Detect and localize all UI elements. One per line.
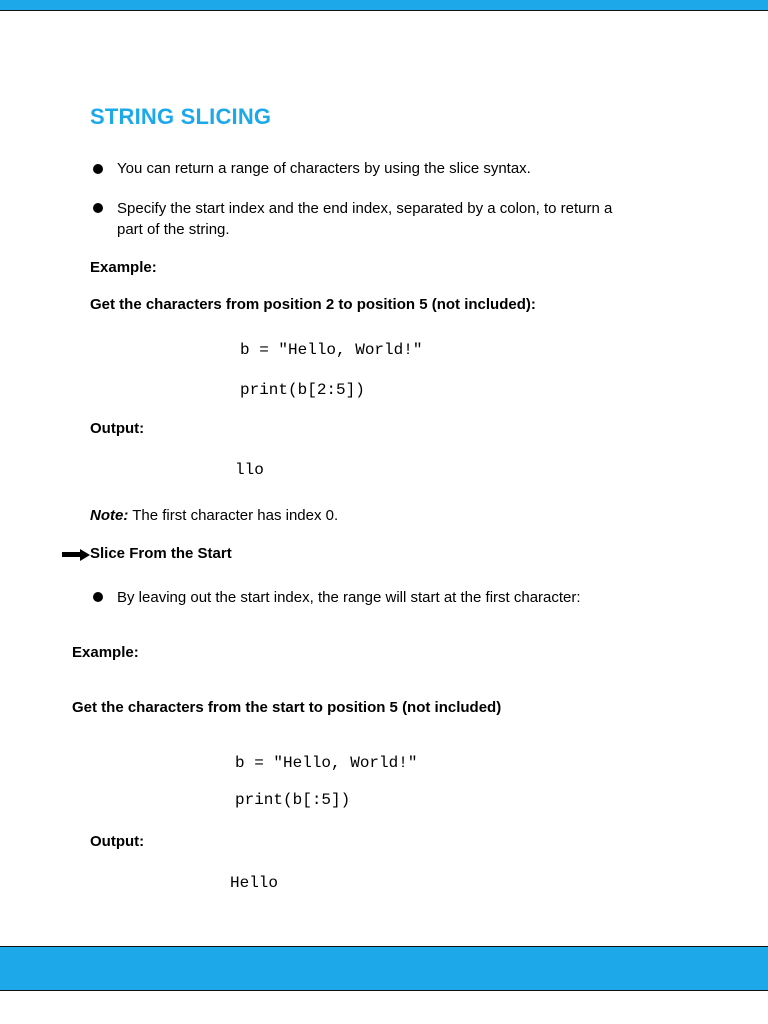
bottom-banner bbox=[0, 946, 768, 991]
bullet-text: By leaving out the start index, the range will start at the first character: bbox=[117, 589, 581, 606]
bullet-text: Specify the start index and the end index, separated by a colon, to return a bbox=[117, 200, 613, 217]
code-line: b = "Hello, World!" bbox=[240, 341, 423, 359]
output-value: llo bbox=[235, 461, 264, 479]
bullet-text: You can return a range of characters by using the slice syntax. bbox=[117, 160, 531, 177]
output-value: Hello bbox=[230, 874, 279, 892]
output-label: Output: bbox=[90, 420, 145, 437]
bullet-icon bbox=[93, 592, 103, 602]
code-line: b = "Hello, World!" bbox=[235, 754, 418, 772]
bullet-icon bbox=[93, 164, 103, 174]
note-text: The first character has index 0. bbox=[128, 507, 339, 524]
note-label: Note bbox=[90, 507, 124, 524]
code-line: print(b[:5]) bbox=[235, 791, 351, 809]
example-description: Get the characters from the start to position 5 (not included) bbox=[72, 699, 502, 716]
example-label: Example: bbox=[72, 644, 139, 661]
bullet-icon bbox=[93, 203, 103, 213]
top-banner bbox=[0, 0, 768, 11]
example-description: Get the characters from position 2 to position 5 (not included): bbox=[90, 296, 536, 313]
code-line: print(b[2:5]) bbox=[240, 381, 365, 399]
output-label: Output: bbox=[90, 833, 145, 850]
page-title: STRING SLICING bbox=[90, 104, 272, 129]
example-label: Example: bbox=[90, 259, 157, 276]
bullet-text-continuation: part of the string. bbox=[117, 221, 230, 238]
note-colon: : bbox=[123, 507, 129, 524]
note bbox=[90, 505, 338, 526]
arrow-right-icon bbox=[62, 550, 90, 560]
section-heading: Slice From the Start bbox=[90, 545, 232, 562]
